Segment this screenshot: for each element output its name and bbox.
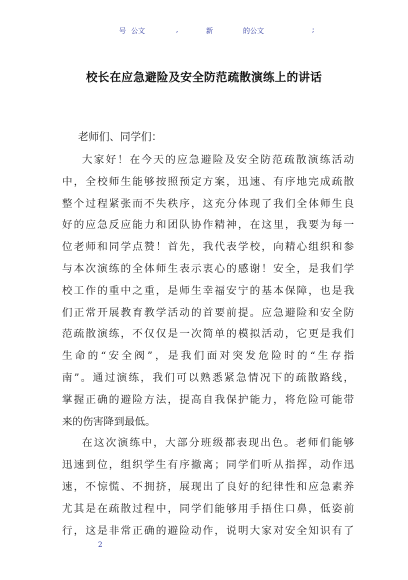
paragraph-line: 们正常开展教育教学活动的首要前提。应急避险和安全防 [62,306,354,319]
paragraph-line: 行，这是非常正确的避险动作，说明大家对安全知识有了 [62,524,354,537]
header-text: 公文 [131,27,145,35]
paragraph-line: 范疏散演练，不仅仅是一次简单的模拟活动，它更是我们 [62,328,354,341]
header-text: 的公文 [243,27,264,35]
document-header [0,26,408,40]
paragraph-line: 南”。通过演练，我们可以熟悉紧急情况下的疏散路线， [62,371,354,384]
paragraph-line: 掌握正确的避险方法，提高自我保护能力，将危险可能带 [62,393,354,406]
paragraph-line: 在这次演练中，大部分班级都表现出色。老师们能够 [82,437,354,450]
page-footer-mark: 2 [98,541,103,549]
paragraph-line: 整个过程紧张而不失秩序，这充分体现了我们全体师生良 [62,197,354,210]
header-text: ; [312,26,315,34]
header-text: , [176,26,179,34]
speech-body [62,150,354,542]
paragraph-line: 尤其是在疏散过程中，同学们能够用手捂住口鼻，低姿前 [62,502,354,515]
paragraph-line: 来的伤害降到最低。 [62,415,156,428]
paragraph-line: 好的应急反应能力和团队协作精神，在这里，我要为每一 [62,219,354,232]
header-text: 新 [206,27,213,35]
paragraph-line: 与本次演练的全体师生表示衷心的感谢！安全，是我们学 [62,262,354,275]
header-text: 号 [119,27,126,35]
salutation: 老师们、同学们： [78,131,162,143]
document-title: 校长在应急避险及安全防范疏散演练上的讲话 [86,70,322,84]
paragraph-line: 校工作的重中之重，是师生幸福安宁的基本保障，也是我 [62,284,354,297]
paragraph-line: 大家好！在今天的应急避险及安全防范疏散演练活动 [82,154,354,166]
paragraph-line: 迅速到位，组织学生有序撤离；同学们听从指挥，动作迅 [62,459,354,472]
paragraph-line: 位老师和同学点赞！首先，我代表学校，向精心组织和参 [62,241,354,254]
paragraph-line: 中，全校师生能够按照预定方案，迅速、有序地完成疏散 [62,175,354,188]
paragraph-line: 生命的“安全阀”，是我们面对突发危险时的“生存指 [62,350,354,363]
paragraph-line: 速，不惊慌、不拥挤，展现出了良好的纪律性和应急素养 [62,480,354,493]
